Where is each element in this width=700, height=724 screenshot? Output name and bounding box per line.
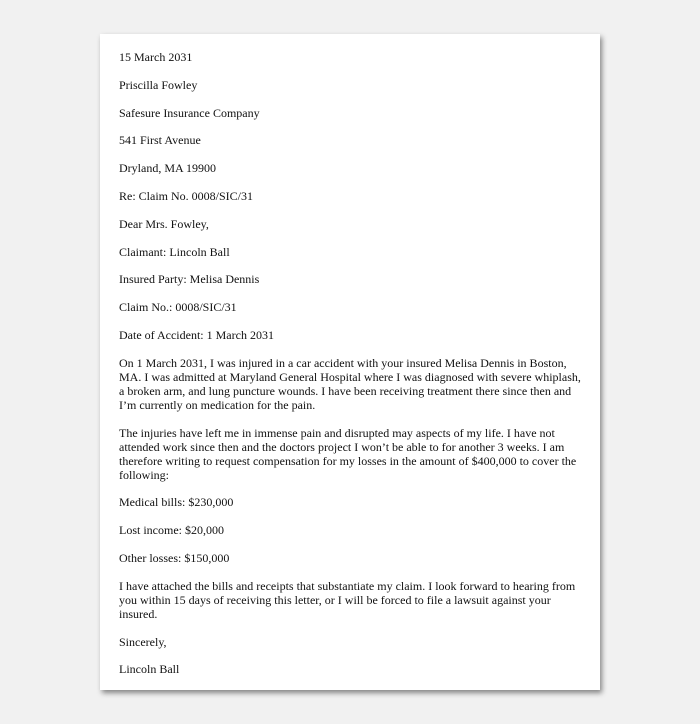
- address-street: 541 First Avenue: [119, 133, 201, 148]
- body-paragraph-1: On 1 March 2031, I was injured in a car accident with your insured Melisa Dennis in Boston, MA. I was admitted at Maryland General Hospital where I was diagnosed with severe whiplash, a broken arm, and lung puncture wounds. I have been receiving treatment there since then and I’m currently on medication for the pain.: [119, 355, 581, 412]
- re-line: Re: Claim No. 0008/SIC/31: [119, 188, 254, 203]
- letter-page: [100, 34, 600, 690]
- accident-date-line: Date of Accident: 1 March 2031: [119, 327, 274, 342]
- letter-date: 15 March 2031: [119, 50, 193, 64]
- body-paragraph-3: I have attached the bills and receipts that substantiate my claim. I look forward to hearing from you within 15 days of receiving this letter, or I will be forced to file a lawsuit against your insured.: [119, 578, 576, 621]
- body-paragraph-2: The injuries have left me in immense pain and disrupted may aspects of my life. I have not attended work since then and the doctors project I won’t be able to for another 3 weeks. I am therefore writing to request compensation for my losses in the amount of $400,000 to cover the following:: [119, 425, 577, 482]
- claim-number-line: Claim No.: 0008/SIC/31: [119, 300, 237, 315]
- closing: Sincerely,: [119, 634, 167, 649]
- address-city: Dryland, MA 19900: [119, 161, 216, 176]
- recipient-company: Safesure Insurance Company: [119, 105, 260, 120]
- insured-party-line: Insured Party: Melisa Dennis: [119, 272, 260, 287]
- claimant-line: Claimant: Lincoln Ball: [119, 244, 230, 259]
- medical-bills-line: Medical bills: $230,000: [119, 495, 234, 510]
- lost-income-line: Lost income: $20,000: [119, 523, 224, 538]
- signature-name: Lincoln Ball: [119, 662, 180, 677]
- recipient-name: Priscilla Fowley: [119, 77, 198, 92]
- salutation: Dear Mrs. Fowley,: [119, 216, 209, 231]
- other-losses-line: Other losses: $150,000: [119, 550, 230, 565]
